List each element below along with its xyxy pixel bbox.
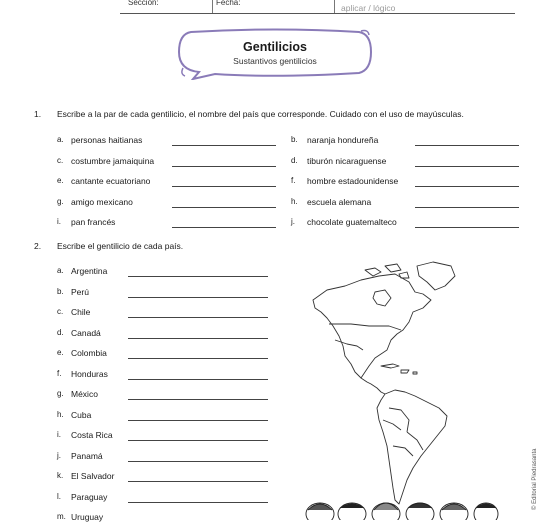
header-underline [120, 13, 515, 14]
country-name: Honduras [71, 369, 108, 379]
item-letter: g. [57, 389, 64, 398]
header-divider [212, 0, 213, 13]
exercise-instruction: Escribe el gentilicio de cada país. [57, 241, 184, 251]
answer-line[interactable] [128, 461, 268, 462]
item-letter: e. [57, 348, 64, 357]
answer-line[interactable] [415, 145, 519, 146]
item-letter: i. [57, 430, 61, 439]
header-divider [334, 0, 335, 13]
answer-line[interactable] [172, 186, 276, 187]
item-letter: b. [291, 135, 298, 144]
answer-line[interactable] [128, 317, 268, 318]
answer-line[interactable] [128, 338, 268, 339]
item-letter: c. [57, 156, 64, 165]
item-text: chocolate guatemalteco [307, 217, 397, 227]
item-letter: l. [57, 492, 61, 501]
answer-line[interactable] [172, 166, 276, 167]
answer-line[interactable] [128, 420, 268, 421]
item-text: escuela alemana [307, 197, 372, 207]
answer-line[interactable] [128, 297, 268, 298]
exercise-number: 2. [34, 241, 42, 251]
item-letter: c. [57, 307, 64, 316]
country-name: Uruguay [71, 512, 104, 522]
answer-line[interactable] [128, 276, 268, 277]
answer-line[interactable] [128, 358, 268, 359]
title-bubble [175, 28, 375, 80]
answer-line[interactable] [128, 399, 268, 400]
answer-line[interactable] [172, 145, 276, 146]
item-text: pan francés [71, 217, 116, 227]
answer-line[interactable] [172, 227, 276, 228]
publisher-credit: © Editorial Piedrasanta [532, 448, 538, 510]
country-name: Chile [71, 307, 91, 317]
item-letter: e. [57, 176, 64, 185]
answer-line[interactable] [128, 440, 268, 441]
answer-line[interactable] [128, 502, 268, 503]
item-letter: a. [57, 135, 64, 144]
section-label: Sección: [128, 0, 159, 7]
item-letter: b. [57, 287, 64, 296]
country-name: Paraguay [71, 492, 108, 502]
item-text: costumbre jamaiquina [71, 156, 155, 166]
item-text: tiburón nicaraguense [307, 156, 387, 166]
item-text: hombre estadounidense [307, 176, 399, 186]
americas-map [305, 260, 475, 508]
item-letter: m. [57, 512, 66, 521]
country-name: Colombia [71, 348, 107, 358]
country-name: Cuba [71, 410, 92, 420]
country-name: Perú [71, 287, 89, 297]
item-text: naranja hondureña [307, 135, 379, 145]
item-letter: h. [291, 197, 298, 206]
children-illustration [300, 492, 500, 520]
answer-line[interactable] [172, 207, 276, 208]
country-name: Panamá [71, 451, 103, 461]
worksheet-subtitle: Sustantivos gentilicios [233, 56, 317, 66]
item-letter: f. [57, 369, 62, 378]
worksheet-header [0, 0, 550, 16]
answer-line[interactable] [415, 227, 519, 228]
country-name: Costa Rica [71, 430, 113, 440]
item-text: amigo mexicano [71, 197, 133, 207]
item-letter: j. [57, 451, 61, 460]
item-letter: k. [57, 471, 64, 480]
item-letter: j. [291, 217, 295, 226]
exercise-number: 1. [34, 109, 42, 119]
item-letter: d. [57, 328, 64, 337]
item-letter: g. [57, 197, 64, 206]
country-name: Canadá [71, 328, 101, 338]
item-letter: d. [291, 156, 298, 165]
answer-line[interactable] [415, 186, 519, 187]
answer-line[interactable] [128, 481, 268, 482]
country-name: Argentina [71, 266, 108, 276]
item-letter: a. [57, 266, 64, 275]
item-letter: f. [291, 176, 296, 185]
item-letter: i. [57, 217, 61, 226]
exercise-instruction: Escribe a la par de cada gentilicio, el nombre del país que corresponde. Cuidado con el uso de mayúsculas. [57, 109, 464, 119]
answer-line[interactable] [128, 379, 268, 380]
worksheet-title: Gentilicios [243, 40, 307, 54]
date-label: Fecha: [216, 0, 241, 7]
item-text: personas haitianas [71, 135, 143, 145]
answer-line[interactable] [415, 207, 519, 208]
item-text: cantante ecuatoriano [71, 176, 151, 186]
country-name: El Salvador [71, 471, 115, 481]
answer-line[interactable] [415, 166, 519, 167]
item-letter: h. [57, 410, 64, 419]
country-name: México [71, 389, 98, 399]
skills-label: aplicar / lógico [341, 3, 396, 13]
